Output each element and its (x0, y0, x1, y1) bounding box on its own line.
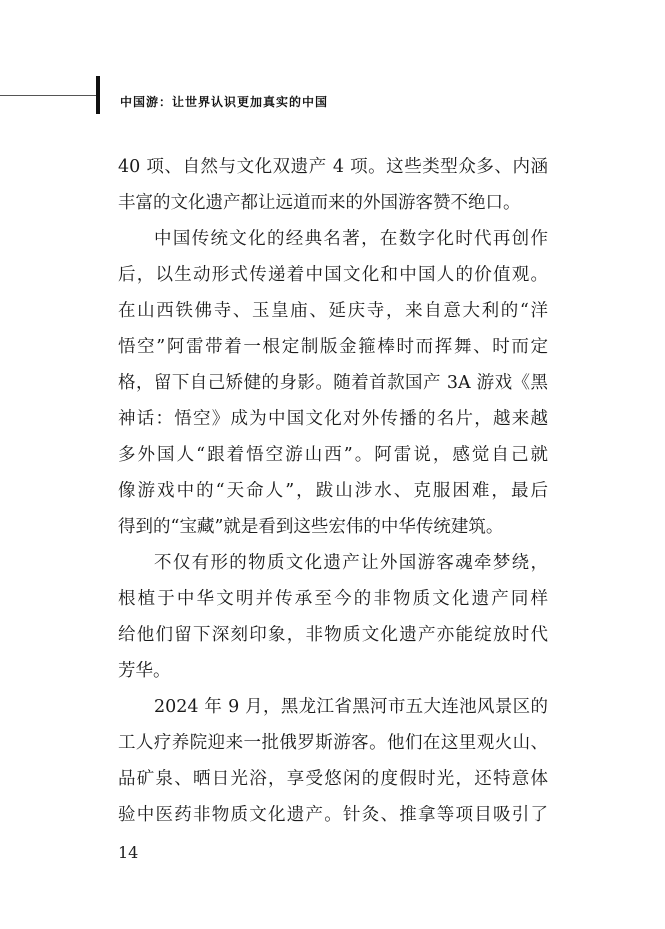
text-line: 在山西铁佛寺、玉皇庙、延庆寺，来自意大利的“洋 (118, 301, 548, 321)
header-rule (0, 95, 96, 96)
text-line: 40 项、自然与文化双遗产 4 项。这些类型众多、内涵 (118, 157, 548, 177)
text-line: 根植于中华文明并传承至今的非物质文化遗产同样 (118, 589, 548, 609)
header-bar (96, 76, 100, 114)
paragraph (118, 689, 548, 833)
paragraph (118, 221, 548, 545)
text-line: 得到的“宝藏”就是看到这些宏伟的中华传统建筑。 (118, 517, 504, 537)
text-line: 2024 年 9 月，黑龙江省黑河市五大连池风景区的 (154, 697, 548, 717)
text-line: 后，以生动形式传递着中国文化和中国人的价值观。 (118, 265, 548, 285)
text-line: 品矿泉、晒日光浴，享受悠闲的度假时光，还特意体 (118, 769, 548, 789)
text-line: 丰富的文化遗产都让远道而来的外国游客赞不绝口。 (118, 193, 521, 213)
text-line: 神话：悟空》成为中国文化对外传播的名片，越来越 (118, 409, 548, 429)
text-line: 多外国人“跟着悟空游山西”。阿雷说，感觉自己就 (118, 445, 548, 465)
text-line: 像游戏中的“天命人”，跋山涉水、克服困难，最后 (118, 481, 548, 501)
text-line: 工人疗养院迎来一批俄罗斯游客。他们在这里观火山、 (118, 733, 548, 753)
running-head: 中国游：让世界认识更加真实的中国 (120, 95, 329, 109)
page-number: 14 (118, 843, 139, 862)
paragraph (118, 545, 548, 689)
text-line: 不仅有形的物质文化遗产让外国游客魂牵梦绕， (154, 553, 548, 573)
text-line: 中国传统文化的经典名著，在数字化时代再创作 (154, 229, 548, 249)
text-line: 芳华。 (118, 661, 171, 681)
text-line: 格，留下自己矫健的身影。随着首款国产 3A 游戏《黑 (118, 373, 548, 393)
body-text (118, 149, 548, 833)
text-line: 验中医药非物质文化遗产。针灸、推拿等项目吸引了 (118, 805, 548, 825)
text-line: 悟空”阿雷带着一根定制版金箍棒时而挥舞、时而定 (118, 337, 548, 357)
paragraph (118, 149, 548, 221)
text-line: 给他们留下深刻印象，非物质文化遗产亦能绽放时代 (118, 625, 548, 645)
